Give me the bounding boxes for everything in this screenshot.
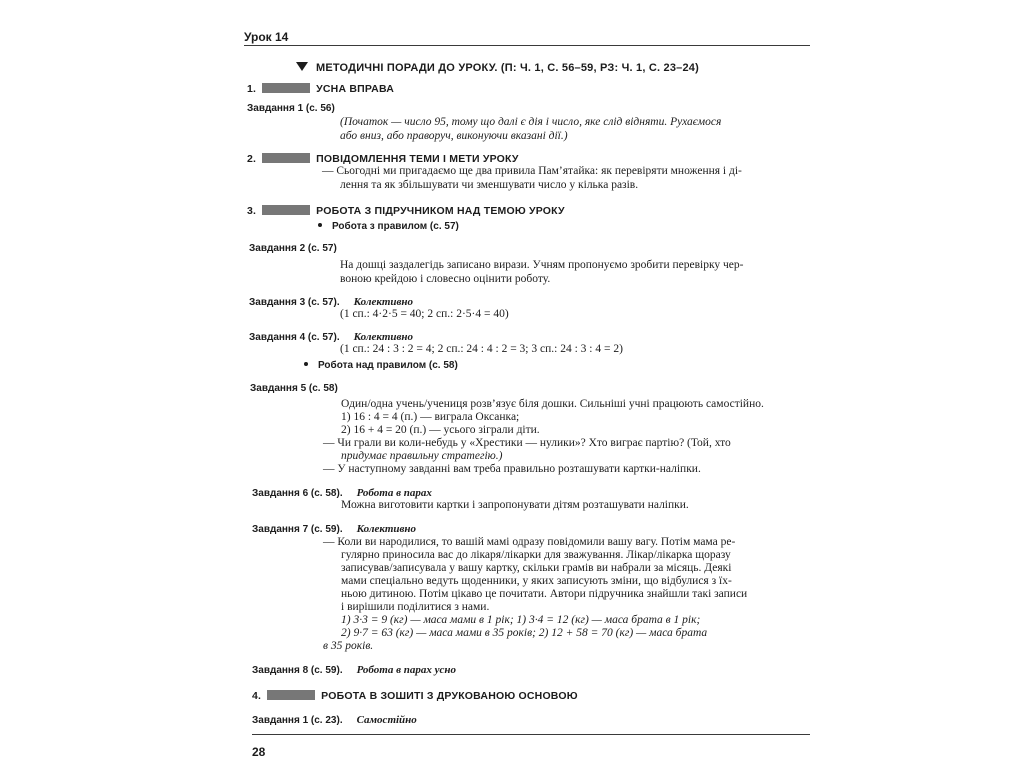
task4-mode: Колективно: [353, 331, 414, 343]
task5-label: Завдання 5 (с. 58): [250, 383, 338, 394]
section-3-heading: [247, 205, 565, 217]
task8-row: [252, 660, 456, 678]
task3-mode: Колективно: [353, 296, 414, 308]
lesson-header: Урок 14: [244, 30, 289, 44]
task1-label: Завдання 1 (с. 56): [247, 103, 335, 114]
section-2-heading: [247, 153, 519, 165]
triangle-down-icon: [296, 62, 308, 71]
bullet-1: [318, 221, 459, 232]
task6-text: Можна виготовити картки і запропонувати дітям розташувати наліпки.: [341, 499, 689, 511]
task1-line1: (Початок — число 95, тому що далі є дія і число, яке слід відняти. Рухаємося: [340, 116, 722, 128]
task7-line2: гулярно приносила вас до лікаря/лікарки для зважування. Лікар/лікарка щоразу: [341, 549, 731, 561]
task5-line6: — У наступному завданні вам треба правильно розташувати картки-наліпки.: [323, 463, 701, 475]
task6-label: Завдання 6 (с. 58).: [252, 488, 343, 499]
task5-line5: придумає правильну стратегію.): [341, 450, 503, 462]
bullet-2: [304, 360, 458, 371]
footer-rule: [252, 734, 810, 735]
section-bar: [262, 205, 310, 215]
section-title: ПОВІДОМЛЕННЯ ТЕМИ І МЕТИ УРОКУ: [316, 153, 519, 165]
task5-line3: 2) 16 + 4 = 20 (п.) — усього зіграли діти.: [341, 424, 540, 436]
section-title: РОБОТА З ПІДРУЧНИКОМ НАД ТЕМОЮ УРОКУ: [316, 205, 565, 217]
task7-line9: в 35 років.: [323, 640, 374, 652]
section-1-heading: [247, 83, 394, 95]
task8-label: Завдання 8 (с. 59).: [252, 665, 343, 676]
task2-label: Завдання 2 (с. 57): [249, 243, 337, 254]
task7-line6: і вирішили поділитися з нами.: [341, 601, 490, 613]
task3-text: (1 сп.: 4·2·5 = 40; 2 сп.: 2·5·4 = 40): [340, 308, 509, 320]
task7-line8: 2) 9·7 = 63 (кг) — маса мами в 35 років; 2) 12 + 58 = 70 (кг) — маса брата: [341, 627, 708, 639]
s2-line1: — Сьогодні ми пригадаємо ще два привила Пам’ятайка: як перевіряти множення і ді-: [322, 165, 742, 177]
section-bar: [267, 690, 315, 700]
task7-label: Завдання 7 (с. 59).: [252, 524, 343, 535]
bullet-2-text: Робота над правилом (с. 58): [318, 360, 458, 371]
bullet-icon: [304, 362, 308, 366]
section-number: 1.: [247, 83, 257, 95]
section-number: 4.: [252, 690, 262, 702]
section-4-heading: [252, 690, 578, 702]
section-bar: [262, 83, 310, 93]
bullet-icon: [318, 223, 322, 227]
bullet-1-text: Робота з правилом (с. 57): [332, 221, 459, 232]
task5-line1: Один/одна учень/учениця розв’язує біля дошки. Сильніші учні працюють самостійно.: [341, 398, 764, 410]
section-title: УСНА ВПРАВА: [316, 83, 395, 95]
section-number: 3.: [247, 205, 257, 217]
task3-label: Завдання 3 (с. 57).: [249, 297, 340, 308]
task7-line3: записував/записувала у вашу картку, скільки грамів ви набрали за місяць. Деякі: [341, 562, 732, 574]
task5-line4: — Чи грали ви коли-небудь у «Хрестики — нулики»? Хто виграє партію? (Той, хто: [323, 437, 731, 449]
task2-line1: На дошці заздалегідь записано вирази. Учням пропонуємо зробити перевірку чер-: [340, 259, 744, 271]
section-number: 2.: [247, 153, 257, 165]
s2-line2: лення та як збільшувати чи зменшувати число у кілька разів.: [340, 179, 639, 191]
task4-text: (1 сп.: 24 : 3 : 2 = 4; 2 сп.: 24 : 4 : 2 = 3; 3 сп.: 24 : 3 : 4 = 2): [340, 343, 623, 355]
header-rule: [244, 45, 810, 46]
task5-line2: 1) 16 : 4 = 4 (п.) — виграла Оксанка;: [341, 411, 520, 423]
task9-row: [252, 710, 417, 728]
task7-row: [252, 519, 416, 537]
section-bar: [262, 153, 310, 163]
task7-line1: — Коли ви народилися, то вашій мамі одразу повідомили вашу вагу. Потім мама ре-: [323, 536, 736, 548]
methodical-title: МЕТОДИЧНІ ПОРАДИ ДО УРОКУ. (П: Ч. 1, С. 56–59, РЗ: Ч. 1, С. 23–24): [316, 62, 699, 74]
task4-label: Завдання 4 (с. 57).: [249, 332, 340, 343]
task1-line2: або вниз, або праворуч, виконуючи вказані дії.): [340, 130, 568, 142]
section-title: РОБОТА В ЗОШИТІ З ДРУКОВАНОЮ ОСНОВОЮ: [321, 690, 578, 702]
task7-line4: мами спеціально ведуть щоденники, у яких записують зміни, що відбулися з їх-: [341, 575, 732, 587]
task7-line7: 1) 3·3 = 9 (кг) — маса мами в 1 рік; 1) 3·4 = 12 (кг) — маса брата в 1 рік;: [341, 614, 701, 626]
task6-mode: Робота в парах: [356, 487, 432, 499]
task9-mode: Самостійно: [356, 714, 417, 726]
methodical-title-line: [296, 62, 699, 74]
page-number: 28: [252, 745, 266, 759]
task8-mode: Робота в парах усно: [356, 664, 456, 676]
task2-line2: воною крейдою і словесно оцінити роботу.: [340, 273, 551, 285]
task7-line5: ньою дитиною. Потім цікаво це почитати. Автори підручника знайшли такі записи: [341, 588, 748, 600]
task7-mode: Колективно: [356, 523, 417, 535]
task9-label: Завдання 1 (с. 23).: [252, 715, 343, 726]
